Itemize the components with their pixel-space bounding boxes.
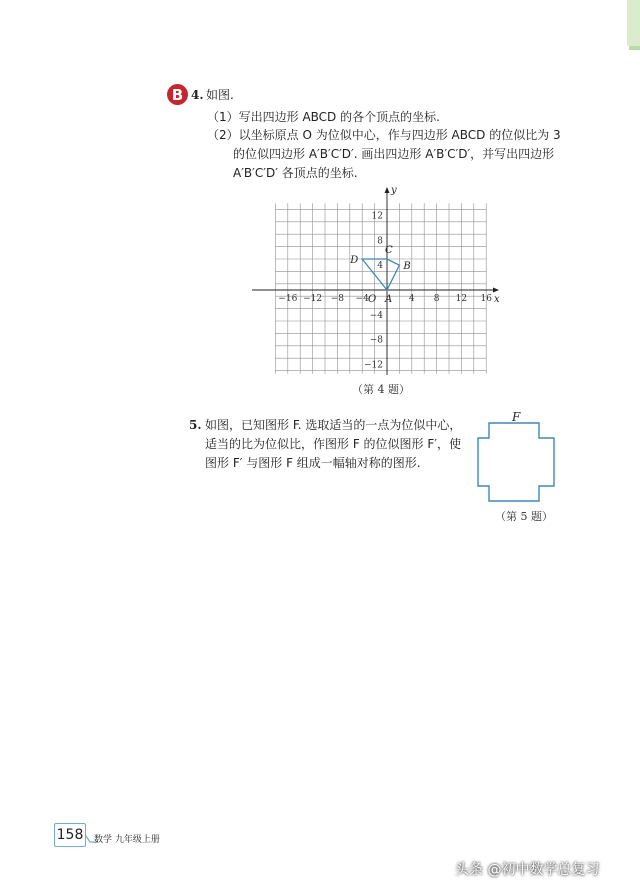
x-tick-label: 8: [433, 294, 440, 304]
tick-labels: [278, 212, 492, 371]
page-edge-tab: [627, 0, 640, 46]
vertex-label-d: D: [350, 255, 359, 266]
y-tick-label: 8: [377, 236, 383, 247]
vertex-label-c: C: [385, 245, 393, 256]
x-tick-label: −8: [330, 294, 345, 304]
problem4-part1: （1）写出四边形 ABCD 的各个顶点的坐标.: [207, 110, 440, 124]
figure-f-shape: [476, 420, 556, 504]
y-axis-label: y: [391, 185, 397, 196]
vertex-label-a: A: [385, 294, 393, 305]
x-tick-label: 4: [408, 294, 415, 304]
y-tick-label: −4: [369, 310, 383, 321]
problem4-intro: 如图.: [206, 88, 234, 102]
watermark: 头条 @初中数学总复习: [455, 862, 600, 878]
x-tick-label: 16: [480, 294, 492, 304]
x-axis-label: x: [494, 294, 500, 305]
y-tick-label: −12: [364, 360, 383, 371]
y-tick-label: −8: [369, 335, 383, 346]
problem5-line3: 图形 F′ 与图形 F 组成一幅轴对称的图形.: [205, 456, 421, 470]
figure-f-label: F: [512, 410, 521, 424]
x-tick-label: −12: [303, 294, 323, 304]
problem5-line2: 适当的比为位似比，作图形 F 的位似图形 F′，使: [205, 437, 461, 451]
y-axis-arrow: [385, 187, 390, 193]
problem4-part2-line1: （2）以坐标原点 O 为位似中心，作与四边形 ABCD 的位似比为 3: [207, 128, 561, 142]
problem4-part2-line3: A′B′C′D′ 各顶点的坐标.: [233, 166, 358, 180]
vertex-label-b: B: [403, 261, 411, 273]
problem5-line1: 如图，已知图形 F. 选取适当的一点为位似中心，: [205, 418, 462, 432]
figure4-caption: （第 4 题）: [352, 383, 410, 396]
x-tick-label: 12: [455, 294, 468, 304]
level-badge: B: [167, 84, 188, 105]
problem4-number: 4.: [191, 88, 204, 102]
y-tick-label: 4: [377, 261, 383, 272]
figure5-caption: （第 5 题）: [495, 510, 553, 523]
x-axis-arrow: [493, 288, 499, 293]
origin-label: O: [368, 294, 377, 305]
problem4-part2-line2: 的位似四边形 A′B′C′D′. 画出四边形 A′B′C′D′，并写出四边形: [233, 147, 555, 161]
grid: [275, 203, 486, 374]
y-tick-label: 12: [371, 211, 383, 222]
x-tick-label: −16: [278, 294, 298, 304]
book-title: 数学 九年级上册: [94, 835, 160, 845]
problem5-number: 5.: [189, 418, 202, 432]
x-tick-label: −4: [355, 294, 369, 304]
page-number: 158: [54, 823, 86, 847]
page-edge-tab-shadow: [629, 46, 640, 50]
coordinate-graph: [250, 185, 505, 377]
